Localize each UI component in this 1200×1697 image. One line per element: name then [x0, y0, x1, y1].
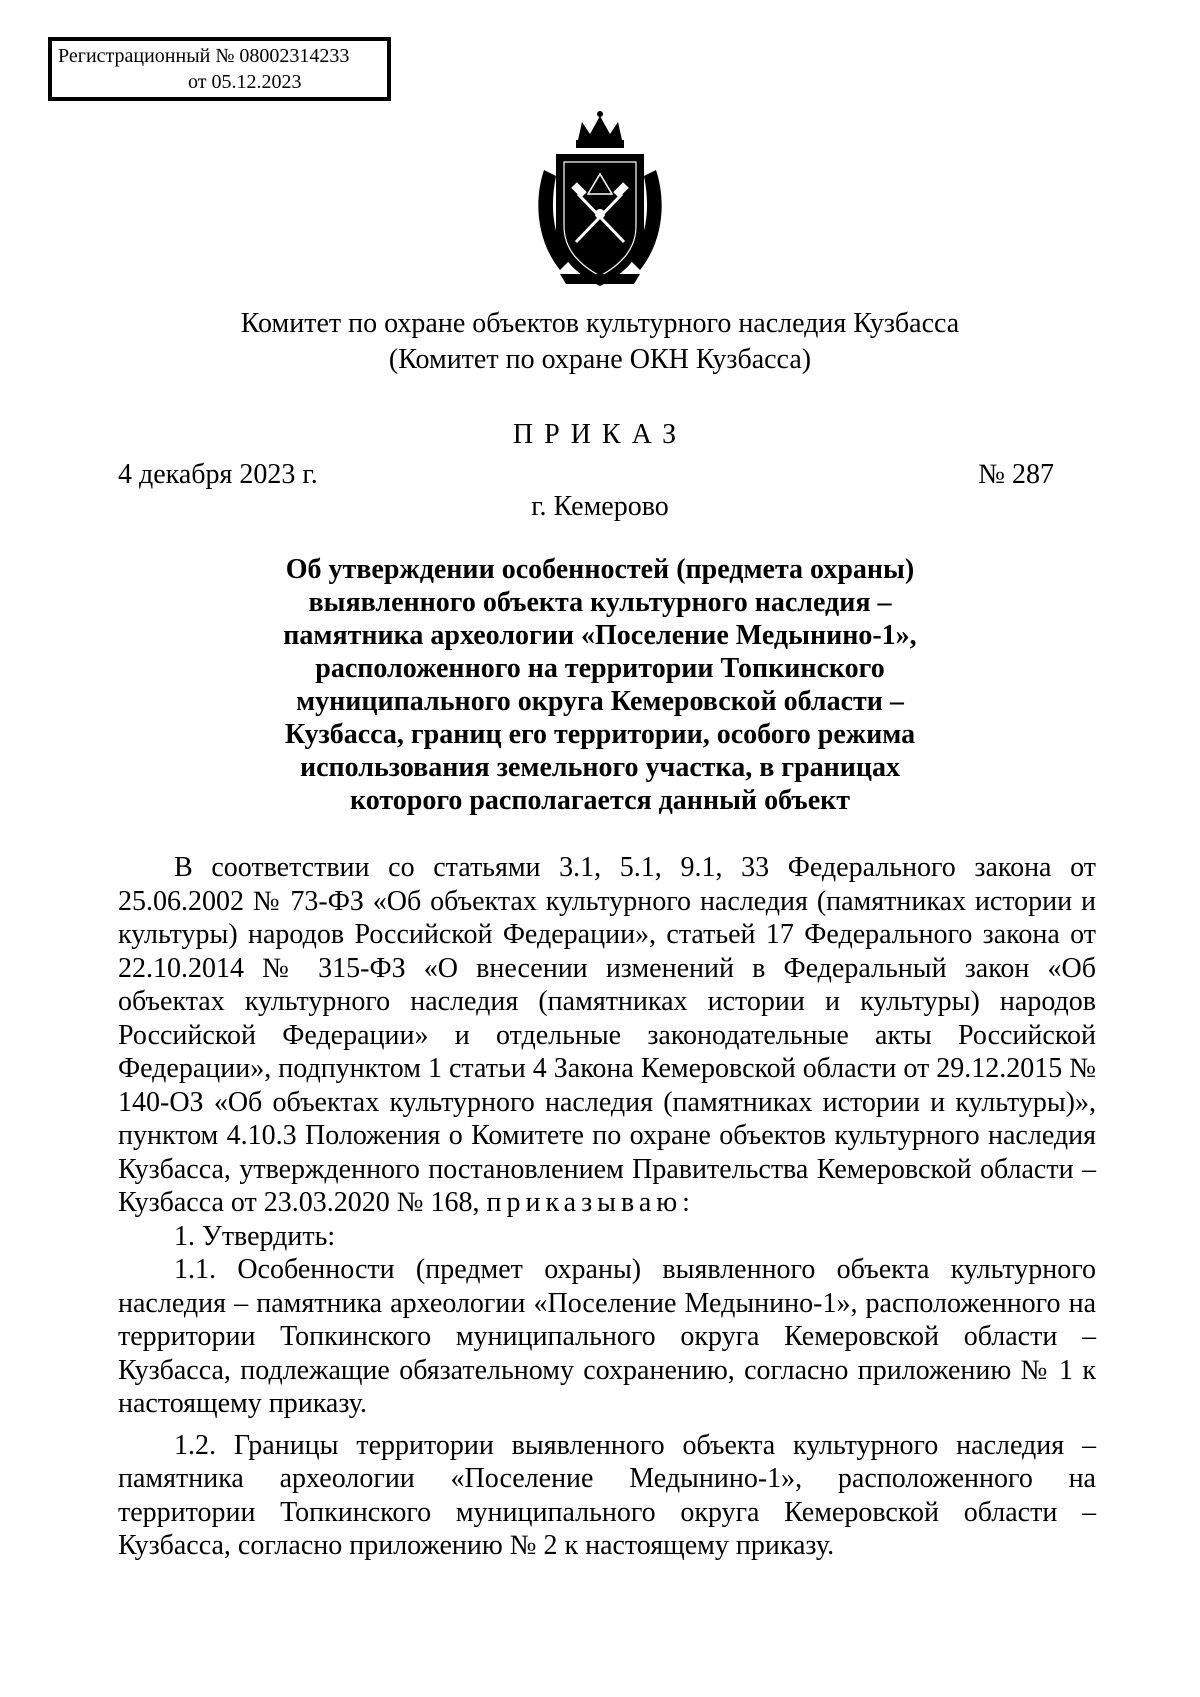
title-line: памятника археологии «Поселение Медынино-1», [283, 620, 917, 651]
order-city: г. Кемерово [531, 491, 669, 522]
registration-number: Регистрационный № 08002314233 [58, 45, 350, 67]
document-type: ПРИКАЗ [512, 419, 688, 450]
committee-short-name: (Комитет по охране ОКН Кузбасса) [388, 344, 812, 375]
item-1-1: 1.1. Особенности (предмет охраны) выявленного объекта культурного наследия – памятника археологии «Поселение Медынино-1», расположенного на территории Топкинского муниципального округа Кемеровской области – Кузбасса, подлежащие обязательному сохранению, согласно приложению № 1 к настоящему приказу. [118, 1254, 1096, 1419]
title-line: Об утверждении особенностей (предмета охраны) [285, 554, 915, 585]
preamble-paragraph [118, 851, 1096, 1220]
order-verb: приказываю: [486, 1187, 695, 1218]
item-1-2: 1.2. Границы территории выявленного объекта культурного наследия – памятника археологии «Поселение Медынино-1», расположенного на территории Топкинского муниципального округа Кемеровской области – Кузбасса, согласно приложению № 2 к настоящему приказу. [118, 1429, 1096, 1561]
preamble-text: В соответствии со статьями 3.1, 5.1, 9.1, 33 Федерального закона от 25.06.2002 № 73-ФЗ «Об объектах культурного наследия (памятниках истории и культуры) народов Российской Федерации», статьей 17 Федерального закона от 22.10.2014 № 315-ФЗ «О внесении изменений в Федеральный закон «Об объектах культурного наследия (памятниках истории и культуры) народов Российской Федерации» и отдельные законодательные акты Российской Федерации», подпунктом 1 статьи 4 Закона Кемеровской области от 29.12.2015 № 140-ОЗ «Об объектах культурного наследия (памятниках истории и культуры)», пунктом 4.10.3 Положения о Комитете по охране объектов культурного наследия Кузбасса, утвержденного постановлением Правительства Кемеровской области – Кузбасса от 23.03.2020 № 168, [118, 852, 1096, 1218]
title-line: Кузбасса, границ его территории, особого режима [284, 719, 916, 750]
title-line: расположенного на территории Топкинского [315, 653, 885, 684]
document-title [200, 553, 1000, 817]
title-line: которого располагается данный объект [349, 785, 851, 816]
document-body [118, 851, 1096, 1563]
title-line: выявленного объекта культурного наследия – [308, 587, 892, 618]
registration-date: от 05.12.2023 [188, 71, 302, 93]
title-line: использования земельного участка, в границах [299, 752, 901, 783]
order-number: № 287 [978, 459, 1054, 490]
item-1: 1. Утвердить: [174, 1220, 336, 1252]
coat-of-arms-kuzbass-icon [530, 110, 670, 292]
committee-full-name: Комитет по охране объектов культурного наследия Кузбасса [240, 308, 960, 339]
registration-stamp [48, 37, 391, 101]
title-line: муниципального округа Кемеровской области – [296, 686, 904, 717]
committee-name [0, 306, 1200, 378]
order-date: 4 декабря 2023 г. [118, 459, 318, 490]
